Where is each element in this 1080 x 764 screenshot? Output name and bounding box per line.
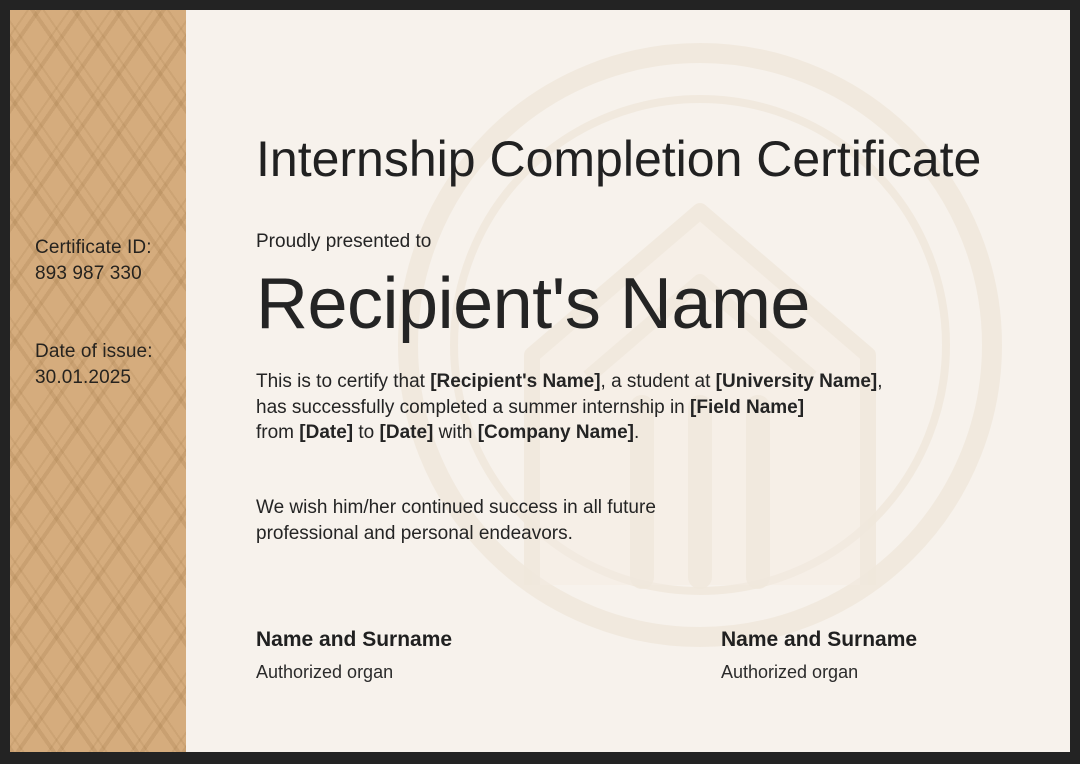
date-of-issue-label: Date of issue: bbox=[35, 341, 153, 362]
closing-statement: We wish him/her continued success in all future professional and personal endeavors. bbox=[256, 497, 656, 544]
presented-label: Proudly presented to bbox=[256, 231, 432, 252]
signature-block-right bbox=[721, 627, 1041, 684]
signatory-role: Authorized organ bbox=[256, 662, 394, 682]
certificate-title: Internship Completion Certificate bbox=[256, 131, 982, 187]
date-of-issue-value: 30.01.2025 bbox=[35, 367, 132, 388]
certification-statement: This is to certify that [Recipient's Name], a student at [University Name], has successfully completed a summer internship in [Field Name] from [Date] to [Date] with [Company Name]. bbox=[256, 371, 883, 443]
certificate-content bbox=[10, 10, 1070, 752]
signatory-name: Name and Surname bbox=[721, 628, 918, 651]
certificate-id-label: Certificate ID: bbox=[35, 237, 152, 258]
signature-block-left bbox=[256, 627, 576, 684]
signatory-name: Name and Surname bbox=[256, 628, 453, 651]
recipient-name: Recipient's Name bbox=[256, 264, 810, 344]
certificate-id-value: 893 987 330 bbox=[35, 263, 142, 284]
certificate-page bbox=[10, 10, 1070, 752]
signatory-role: Authorized organ bbox=[721, 662, 859, 682]
